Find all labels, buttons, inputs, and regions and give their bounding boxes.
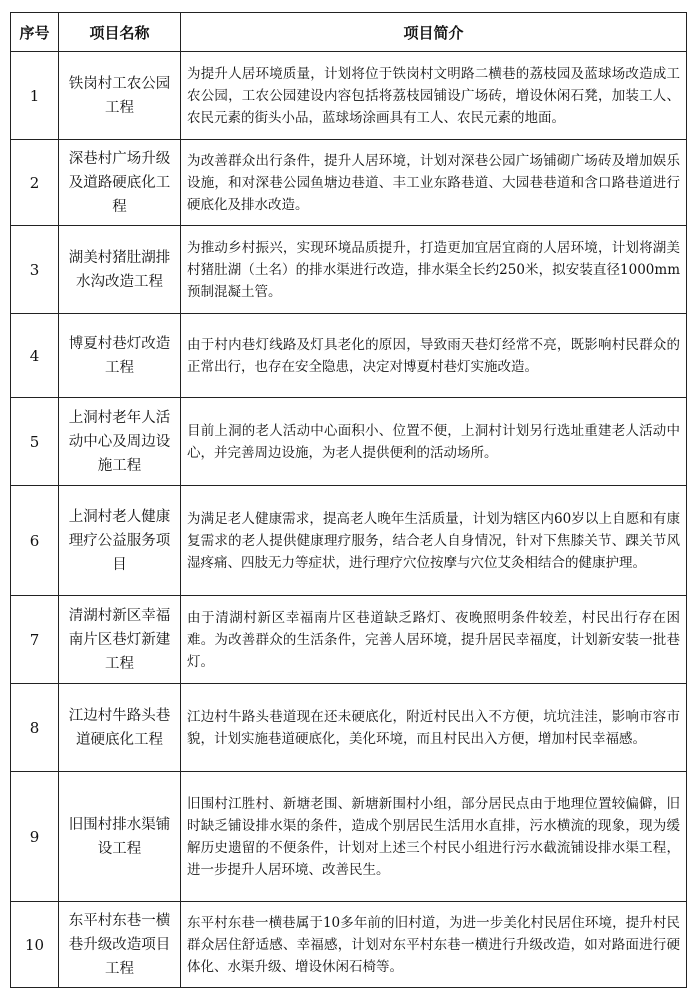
row-index: 8 <box>11 684 59 772</box>
row-project-summary: 东平村东巷一横巷属于10多年前的旧村道，为进一步美化村民居住环境，提升村民群众居住舒适感、幸福感，计划对东平村东巷一横进行升级改造，如对路面进行硬体化、水渠升级、增设休闲石椅等。 <box>181 902 687 988</box>
row-project-name: 上洞村老年人活动中心及周边设施工程 <box>59 398 181 486</box>
header-index: 序号 <box>11 13 59 52</box>
row-index: 6 <box>11 486 59 596</box>
row-project-summary: 为满足老人健康需求，提高老人晚年生活质量，计划为辖区内60岁以上自愿和有康复需求的老人提供健康理疗服务，结合老人自身情况，针对下焦膝关节、踝关节风湿疼痛、四肢无力等症状，进行理疗穴位按摩与穴位艾灸相结合的健康护理。 <box>181 486 687 596</box>
row-project-name: 旧围村排水渠铺设工程 <box>59 772 181 902</box>
table-row <box>11 486 687 596</box>
row-project-summary: 旧围村江胜村、新塘老围、新塘新围村小组，部分居民点由于地理位置较偏僻，旧时缺乏铺设排水渠的条件，造成个别居民生活用水直排，污水横流的现象，现为缓解历史遗留的不便条件，计划对上述三个村民小组进行污水截流铺设排水渠工程，进一步提升人居环境、改善民生。 <box>181 772 687 902</box>
row-index: 4 <box>11 314 59 398</box>
row-project-summary: 江边村牛路头巷道现在还未硬底化，附近村民出入不方便，坑坑洼洼，影响市容市貌，计划实施巷道硬底化，美化环境，而且村民出入方便，增加村民幸福感。 <box>181 684 687 772</box>
table-row <box>11 52 687 140</box>
row-project-name: 上洞村老人健康理疗公益服务项目 <box>59 486 181 596</box>
row-project-name: 博夏村巷灯改造工程 <box>59 314 181 398</box>
table-row <box>11 596 687 684</box>
header-project-summary: 项目简介 <box>181 13 687 52</box>
row-project-summary: 为提升人居环境质量，计划将位于铁岗村文明路二横巷的荔枝园及蓝球场改造成工农公园，工农公园建设内容包括将荔枝园铺设广场砖，增设休闲石凳，加装工人、农民元素的街头小品，蓝球场涂画具有工人、农民元素的地面。 <box>181 52 687 140</box>
row-index: 10 <box>11 902 59 988</box>
table-row <box>11 140 687 226</box>
table-row <box>11 314 687 398</box>
project-table-container <box>10 12 686 988</box>
table-row <box>11 398 687 486</box>
header-project-name: 项目名称 <box>59 13 181 52</box>
table-row <box>11 226 687 314</box>
row-index: 1 <box>11 52 59 140</box>
table-row <box>11 684 687 772</box>
row-index: 7 <box>11 596 59 684</box>
row-project-summary: 由于村内巷灯线路及灯具老化的原因，导致雨天巷灯经常不亮，既影响村民群众的正常出行，也存在安全隐患，决定对博夏村巷灯实施改造。 <box>181 314 687 398</box>
table-header-row <box>11 13 687 52</box>
project-table <box>10 12 687 988</box>
row-project-summary: 为改善群众出行条件，提升人居环境，计划对深巷公园广场铺砌广场砖及增加娱乐设施，和对深巷公园鱼塘边巷道、丰工业东路巷道、大园巷巷道和含口路巷道进行硬底化及排水改造。 <box>181 140 687 226</box>
row-index: 5 <box>11 398 59 486</box>
row-project-summary: 为推动乡村振兴，实现环境品质提升，打造更加宜居宜商的人居环境，计划将湖美村猪肚湖（土名）的排水渠进行改造，排水渠全长约250米，拟安装直径1000mm预制混凝土管。 <box>181 226 687 314</box>
row-project-name: 铁岗村工农公园工程 <box>59 52 181 140</box>
row-project-name: 深巷村广场升级及道路硬底化工程 <box>59 140 181 226</box>
table-row <box>11 902 687 988</box>
row-project-name: 东平村东巷一横巷升级改造项目工程 <box>59 902 181 988</box>
row-index: 3 <box>11 226 59 314</box>
row-project-summary: 由于清湖村新区幸福南片区巷道缺乏路灯、夜晚照明条件较差，村民出行存在困难。为改善群众的生活条件，完善人居环境，提升居民幸福度，计划新安装一批巷灯。 <box>181 596 687 684</box>
row-index: 9 <box>11 772 59 902</box>
row-index: 2 <box>11 140 59 226</box>
row-project-name: 湖美村猪肚湖排水沟改造工程 <box>59 226 181 314</box>
row-project-name: 江边村牛路头巷道硬底化工程 <box>59 684 181 772</box>
table-row <box>11 772 687 902</box>
row-project-name: 清湖村新区幸福南片区巷灯新建工程 <box>59 596 181 684</box>
row-project-summary: 目前上洞的老人活动中心面积小、位置不便，上洞村计划另行选址重建老人活动中心，并完善周边设施，为老人提供便利的活动场所。 <box>181 398 687 486</box>
